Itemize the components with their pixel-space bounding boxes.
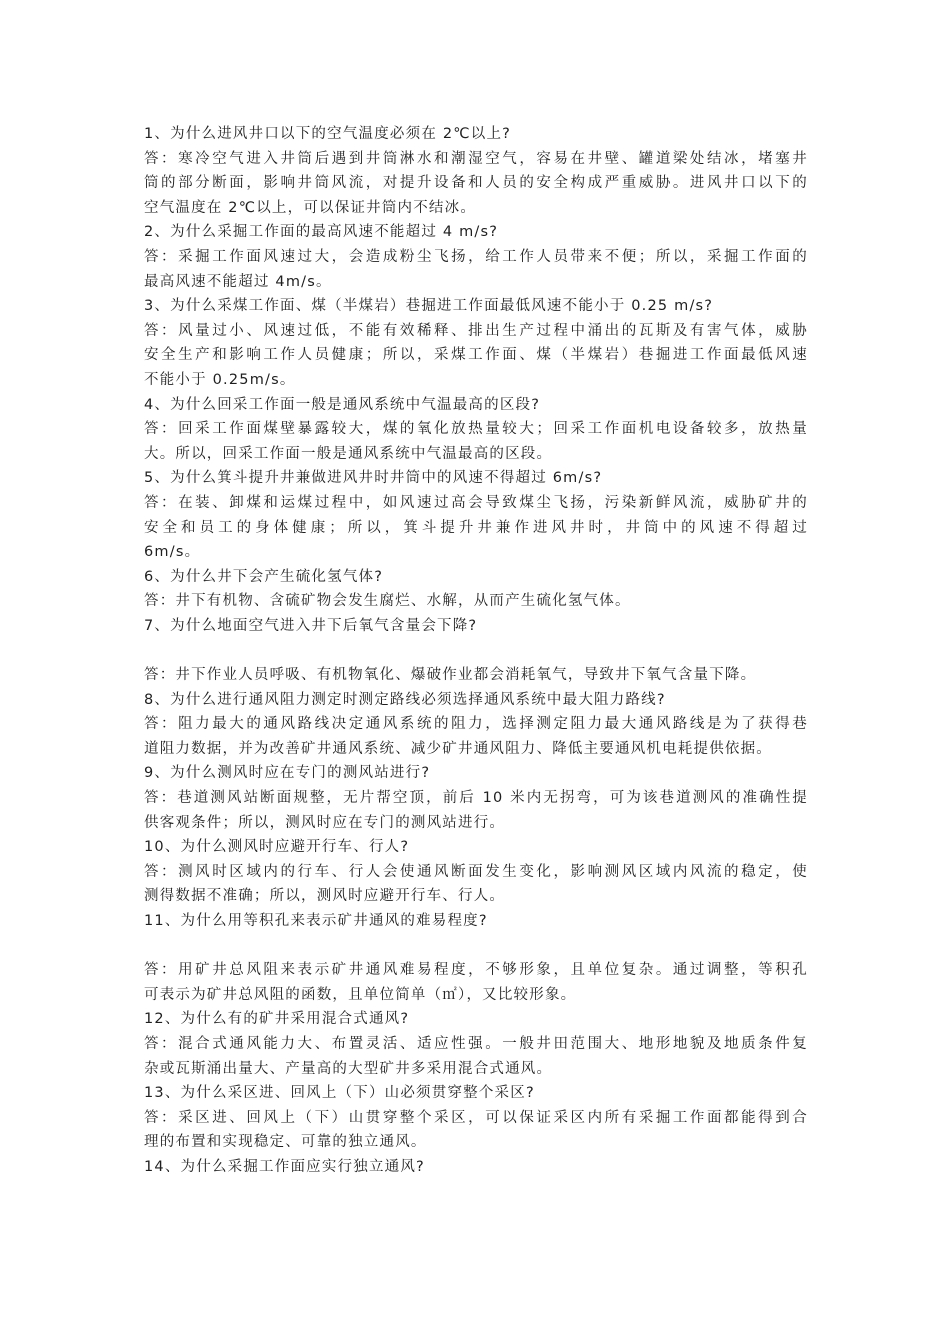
- question-line: 9、为什么测风时应在专门的测风站进行?: [144, 765, 431, 782]
- answer-line: 答：测风时区域内的行车、行人会使通风断面发生变化，影响测风区域内风流的稳定，使: [144, 863, 808, 880]
- answer-line: 答：用矿井总风阻来表示矿井通风难易程度，不够形象，且单位复杂。通过调整，等积孔: [144, 962, 808, 979]
- answer-line: 安全生产和影响工作人员健康；所以，采煤工作面、煤（半煤岩）巷掘进工作面最低风速: [144, 347, 808, 364]
- answer-line: 最高风速不能超过 4m/s。: [144, 273, 332, 290]
- answer-line: 道阻力数据，并为改善矿井通风系统、减少矿井通风阻力、降低主要通风机电耗提供依据。: [144, 740, 772, 757]
- answer-line: 答：风量过小、风速过低，不能有效稀释、排出生产过程中涌出的瓦斯及有害气体，威胁: [144, 322, 808, 339]
- answer-line: 测得数据不准确；所以，测风时应避开行车、行人。: [144, 888, 506, 905]
- answer-line: 答：采掘工作面风速过大，会造成粉尘飞扬，给工作人员带来不便；所以，采掘工作面的: [144, 248, 808, 265]
- answer-line: 答：在装、卸煤和运煤过程中，如风速过高会导致煤尘飞扬，污染新鲜风流，威胁矿井的: [144, 494, 808, 511]
- answer-line: 杂或瓦斯涌出量大、产量高的大型矿井多采用混合式通风。: [144, 1060, 553, 1077]
- answer-line: 理的布置和实现稳定、可靠的独立通风。: [144, 1134, 427, 1151]
- answer-line: 筒的部分断面，影响井筒风流，对提升设备和人员的安全构成严重威胁。进风井口以下的: [144, 175, 808, 192]
- document-body: [144, 122, 808, 1180]
- answer-line: 答：巷道测风站断面规整，无片帮空顶，前后 10 米内无拐弯，可为该巷道测风的准确性提: [144, 790, 808, 807]
- answer-line: 大。所以，回采工作面一般是通风系统中气温最高的区段。: [144, 445, 553, 462]
- answer-line: 答：井下有机物、含硫矿物会发生腐烂、水解，从而产生硫化氢气体。: [144, 593, 631, 610]
- blank-line: [144, 934, 808, 959]
- answer-line: 答：混合式通风能力大、布置灵活、适应性强。一般井田范围大、地形地貌及地质条件复: [144, 1035, 808, 1052]
- answer-line: 答：井下作业人员呼吸、有机物氧化、爆破作业都会消耗氧气，导致井下氧气含量下降。: [144, 667, 757, 684]
- answer-line: 6m/s。: [144, 544, 201, 561]
- answer-line: 安全和员工的身体健康；所以，箕斗提升井兼作进风井时，井筒中的风速不得超过: [144, 519, 808, 536]
- answer-line: 可表示为矿井总风阻的函数，且单位简单（㎡），又比较形象。: [144, 986, 577, 1003]
- answer-line: 答：回采工作面煤壁暴露较大，煤的氧化放热量较大；回采工作面机电设备较多，放热量: [144, 421, 808, 438]
- answer-line: 空气温度在 2℃以上，可以保证井筒内不结冰。: [144, 199, 477, 216]
- answer-line: 答：采区进、回风上（下）山贯穿整个采区，可以保证采区内所有采掘工作面都能得到合: [144, 1109, 808, 1126]
- question-line: 5、为什么箕斗提升井兼做进风井时井筒中的风速不得超过 6m/s?: [144, 470, 603, 487]
- question-line: 3、为什么采煤工作面、煤（半煤岩）巷掘进工作面最低风速不能小于 0.25 m/s?: [144, 298, 714, 315]
- question-line: 6、为什么井下会产生硫化氢气体?: [144, 568, 384, 585]
- question-line: 7、为什么地面空气进入井下后氧气含量会下降?: [144, 617, 478, 634]
- question-line: 1、为什么进风井口以下的空气温度必须在 2℃以上?: [144, 126, 512, 142]
- question-line: 10、为什么测风时应避开行车、行人?: [144, 839, 410, 856]
- question-line: 4、为什么回采工作面一般是通风系统中气温最高的区段?: [144, 396, 541, 413]
- question-line: 11、为什么用等积孔来表示矿井通风的难易程度?: [144, 913, 488, 929]
- answer-line: 供客观条件；所以，测风时应在专门的测风站进行。: [144, 814, 506, 831]
- blank-line: [144, 638, 808, 663]
- question-line: 13、为什么采区进、回风上（下）山必须贯穿整个采区?: [144, 1085, 535, 1102]
- answer-line: 答：阻力最大的通风路线决定通风系统的阻力，选择测定阻力最大通风路线是为了获得巷: [144, 716, 808, 733]
- question-line: 12、为什么有的矿井采用混合式通风?: [144, 1011, 410, 1028]
- question-line: 2、为什么采掘工作面的最高风速不能超过 4 m/s?: [144, 224, 499, 241]
- answer-line: 不能小于 0.25m/s。: [144, 371, 296, 388]
- answer-line: 答：寒冷空气进入井筒后遇到井筒淋水和潮湿空气，容易在井壁、罐道梁处结冰，堵塞井: [144, 150, 808, 167]
- question-line: 8、为什么进行通风阻力测定时测定路线必须选择通风系统中最大阻力路线?: [144, 691, 666, 708]
- question-line: 14、为什么采掘工作面应实行独立通风?: [144, 1158, 425, 1175]
